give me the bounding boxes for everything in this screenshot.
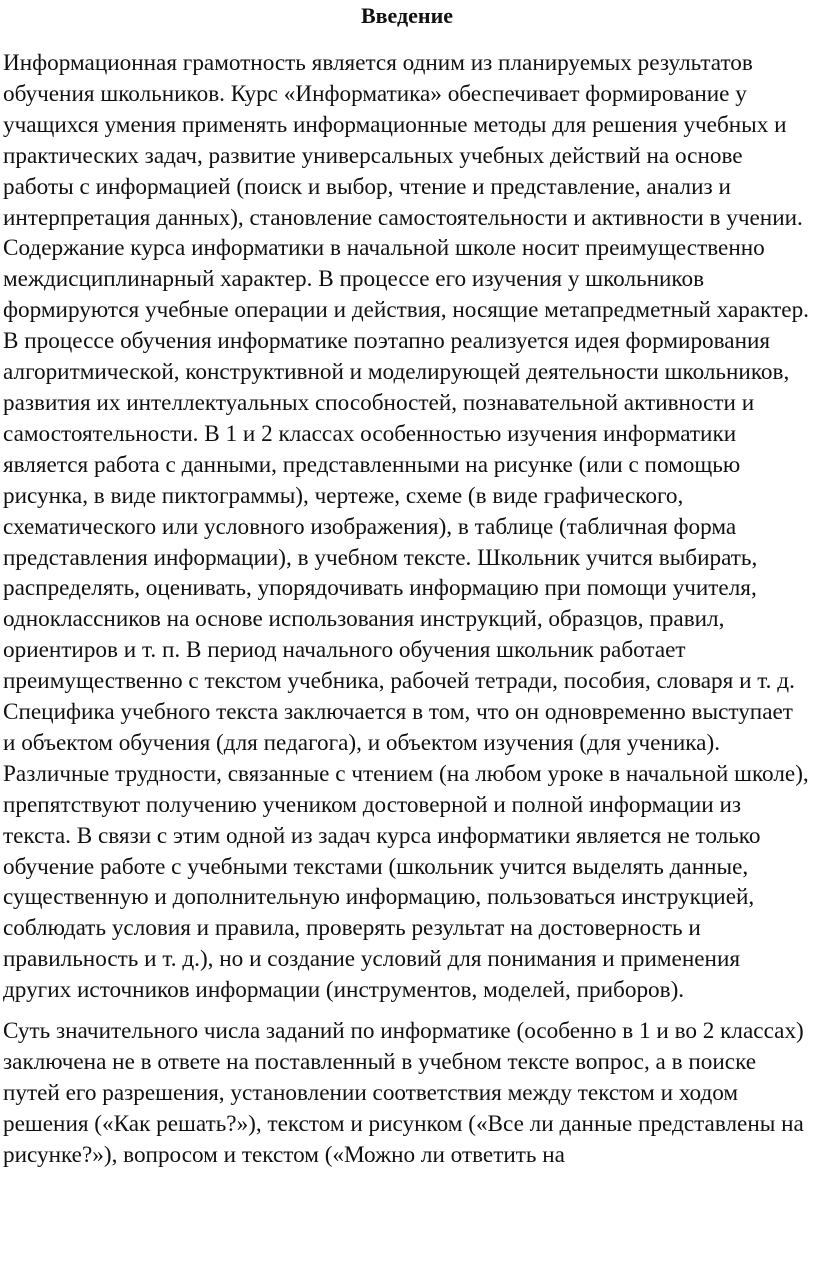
paragraph-1: Информационная грамотность является одним из планируемых результатов обучения школьников. Курс «Информатика» обеспечивает формирование у учащихся умения применять информационные методы для решения учебных и практических задач, развитие универсальных учебных действий на основе работы с информацией (поиск и выбор, чтение и представление, анализ и интерпретация данных), становление самостоятельности и активности в учении. Содержание курса информатики в начальной школе носит преимущественно междисциплинарный характер. В процессе его изучения у школьников формируются учебные операции и действия, носящие метапредметный характер. В процессе обучения информатике поэтапно реализуется идея формирования алгоритмической, конструктивной и моделирующей деятельности школьников, развития их интеллектуальных способностей, познавательной активности и самостоятельности. В 1 и 2 классах особенностью изучения информатики является работа с данными, представленными на рисунке (или с помощью рисунка, в виде пиктограммы), чертеже, схеме (в виде графического, схематического или условного изображения), в таблице (табличная форма представления информации), в учебном тексте. Школьник учится выбирать, распределять, оценивать, упорядочивать информацию при помощи учителя, одноклассников на основе использования инструкций, образцов, правил, ориентиров и т. п. В период начального обучения школьник работает преимущественно с текстом учебника, рабочей тетради, пособия, словаря и т. д. Специфика учебного текста заключается в том, что он одновременно выступает и объектом обучения (для педагога), и объектом изучения (для ученика). Различные трудности, связанные с чтением (на любом уроке в начальной школе), препятствуют получению учеником достоверной и полной информации из текста. В связи с этим одной из задач курса информатики является не только обучение работе с учебными текстами (школьник учится выделять данные, существенную и дополнительную информацию, пользоваться инструкцией, соблюдать условия и правила, проверять результат на достоверность и правильность и т. д.), но и создание условий для понимания и применения других источников информации (инструментов, моделей, приборов).	[3, 50, 809, 1004]
document-title: Введение	[360, 3, 454, 28]
paragraph-2: Суть значительного числа заданий по информатике (особенно в 1 и во 2 классах) заключена не в ответе на поставленный в учебном тексте вопрос, а в поиске путей его разрешения, установлении соответствия между текстом и ходом решения («Как решать?»), текстом и рисунком («Все ли данные представлены на рисунке?»), вопросом и текстом («Можно ли ответить на	[3, 1018, 804, 1168]
